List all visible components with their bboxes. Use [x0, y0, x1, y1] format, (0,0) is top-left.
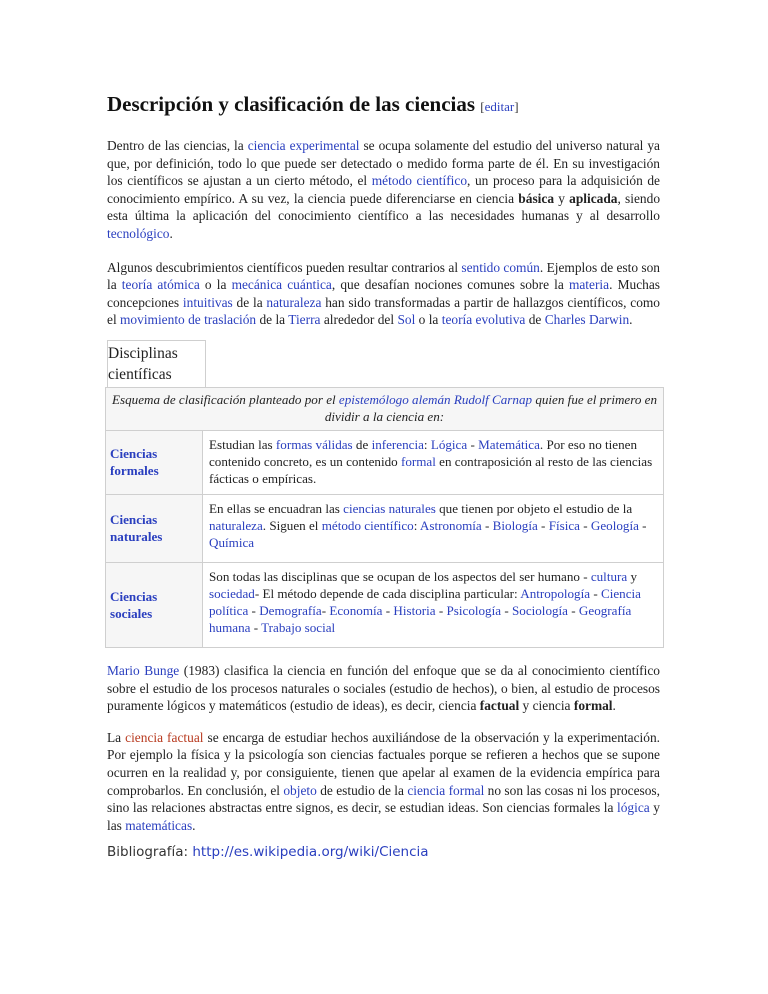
text: :: [423, 436, 431, 452]
text: .: [612, 698, 616, 714]
text: En ellas se encuadran las: [209, 500, 344, 516]
bold-factual: factual: [479, 698, 520, 714]
text: -: [250, 619, 262, 635]
text: .: [629, 312, 633, 328]
text: -: [568, 602, 579, 618]
link-economia[interactable]: Economía: [329, 602, 383, 618]
link-quimica[interactable]: Química: [209, 534, 255, 550]
link-naturaleza[interactable]: naturaleza: [209, 517, 263, 533]
text: se encarga de estudiar hechos auxiliándose de la observación y la experimentación. Por ejemplo la física y la psicología son ciencias factuales porque se refieren a hechos que se supone ocurren en la realidad y, por consiguiente, tienen que apelar al examen de la evidencia empírica para comprobarlos. En conclusión, el: [107, 729, 660, 798]
text: La: [107, 729, 126, 745]
text: que tienen por objeto el estudio de la: [435, 500, 633, 516]
link-ciencias-naturales[interactable]: ciencias naturales: [343, 500, 436, 516]
link-matematicas[interactable]: matemáticas: [125, 817, 193, 833]
text: :: [413, 517, 420, 533]
link-inferencia[interactable]: inferencia: [371, 436, 424, 452]
link-tecnologico[interactable]: tecnológico: [107, 225, 170, 241]
bold-aplicada: aplicada: [569, 190, 618, 206]
link-charles-darwin[interactable]: Charles Darwin: [544, 312, 630, 328]
link-ciencia-formal[interactable]: ciencia formal: [407, 782, 485, 798]
edit-link-text[interactable]: editar: [484, 99, 515, 114]
table-caption-row: [106, 387, 664, 430]
link-materia[interactable]: materia: [568, 277, 610, 293]
link-psicologia[interactable]: Psicología: [446, 602, 502, 618]
link-trabajo-social[interactable]: Trabajo social: [261, 619, 336, 635]
text: -: [481, 517, 493, 533]
text: . Ejemplos de esto son la: [107, 259, 661, 293]
link-metodo-cientifico[interactable]: método científico: [371, 173, 468, 189]
link-historia[interactable]: Historia: [393, 602, 436, 618]
label-ciencias-formales[interactable]: Ciencias formales: [110, 446, 159, 479]
table-caption: [106, 387, 664, 430]
row-label: [106, 494, 203, 562]
text: quien fue el primero en dividir a la ciencia en:: [324, 391, 658, 425]
article: [107, 90, 660, 860]
link-geologia[interactable]: Geología: [590, 517, 639, 533]
section-title: Descripción y clasificación de las ciencias: [107, 92, 476, 116]
bibliography-label: Bibliografía:: [107, 844, 193, 861]
link-sentido-comun[interactable]: sentido común: [461, 259, 540, 275]
text: y ciencia: [519, 698, 574, 714]
link-metodo-cientifico[interactable]: método científico: [321, 517, 414, 533]
link-fisica[interactable]: Física: [548, 517, 580, 533]
link-tierra[interactable]: Tierra: [288, 312, 321, 328]
text: en contraposición al resto de las ciencias fácticas o empíricas.: [209, 453, 653, 486]
link-movimiento-traslacion[interactable]: movimiento de traslación: [120, 312, 257, 328]
row-label: [106, 430, 203, 494]
text: o la: [199, 277, 232, 293]
text: Esquema de clasificación planteado por el: [112, 391, 339, 407]
link-logica[interactable]: Lógica: [430, 436, 468, 452]
text: -: [537, 517, 549, 533]
link-cultura[interactable]: cultura: [590, 568, 628, 584]
link-antropologia[interactable]: Antropología: [520, 585, 591, 601]
link-carnap[interactable]: epistemólogo alemán Rudolf Carnap: [338, 391, 533, 407]
link-ciencia-politica[interactable]: Ciencia política: [209, 585, 641, 618]
bold-formal: formal: [573, 698, 613, 714]
text: -: [435, 602, 447, 618]
text: alrededor del: [320, 312, 398, 328]
text: -: [501, 602, 512, 618]
row-label: [106, 562, 203, 647]
text: han sido transformadas a partir de hallazgos científicos, como el: [107, 294, 660, 328]
text: -: [248, 602, 260, 618]
text: , un proceso para la adquisición de conocimiento empírico. A su vez, la ciencia puede diferenciarse en ciencia: [107, 173, 661, 206]
link-mario-bunge[interactable]: Mario Bunge: [107, 662, 180, 678]
text: -: [638, 517, 647, 533]
text: Algunos descubrimientos científicos pueden resultar contrarios al: [107, 259, 462, 275]
table-title: Disciplinas científicas: [107, 340, 206, 387]
text: Son todas las disciplinas que se ocupan de los aspectos del ser humano -: [209, 568, 591, 584]
bibliography: [107, 844, 660, 860]
link-sociologia[interactable]: Sociología: [511, 602, 568, 618]
text: -: [590, 585, 601, 601]
text: -: [579, 517, 591, 533]
table-row: [106, 494, 664, 562]
text: .: [169, 225, 173, 241]
text: -: [321, 602, 330, 618]
text: -: [467, 436, 479, 452]
row-description: [203, 562, 664, 647]
text: no son las cosas ni los procesos, sino las relaciones abstractas entre signos, es decir, se estudian ideas. Son ciencias formales la: [107, 782, 660, 816]
link-sol[interactable]: Sol: [397, 312, 416, 328]
text: de la: [232, 294, 267, 310]
paragraph-3: [107, 662, 660, 715]
text: y: [554, 190, 570, 206]
link-teoria-evolutiva[interactable]: teoría evolutiva: [441, 312, 526, 328]
text: Dentro de las ciencias, la: [107, 138, 248, 153]
text: . Por eso no tienen contenido concreto, es un contenido: [209, 436, 638, 469]
table-row: [106, 562, 664, 647]
link-formal[interactable]: formal: [400, 453, 436, 469]
link-teoria-atomica[interactable]: teoría atómica: [121, 277, 200, 293]
link-demografia[interactable]: Demografía: [259, 602, 322, 618]
paragraph-2: [107, 259, 660, 329]
paragraph-4: [107, 729, 660, 835]
link-objeto[interactable]: objeto: [283, 782, 317, 798]
text: - El método depende de cada disciplina particular:: [254, 585, 521, 601]
text: (1983) clasifica la ciencia en función del enfoque que se da al conocimiento científico sobre el estudio de los procesos naturales o sociales (estudio de hechos), o bien, al estudio de procesos puramente lógicos y matemáticos (estudio de ideas), es decir, ciencia: [107, 662, 660, 714]
text: , que desafían nociones comunes sobre la: [331, 277, 569, 293]
text: de estudio de la: [316, 782, 408, 798]
link-mecanica-cuantica[interactable]: mecánica cuántica: [231, 277, 332, 293]
text: de: [352, 436, 372, 452]
text: y las: [107, 800, 661, 833]
link-naturaleza[interactable]: naturaleza: [266, 294, 322, 310]
link-logica[interactable]: lógica: [617, 800, 650, 816]
link-matematica[interactable]: Matemática: [478, 436, 540, 452]
link-formas-validas[interactable]: formas válidas: [275, 436, 353, 452]
link-geografia-humana[interactable]: Geografía humana: [209, 602, 632, 635]
table-row: [106, 430, 664, 494]
text: y: [627, 568, 638, 584]
text: de: [525, 312, 545, 328]
text: , siendo esta última la aplicación del conocimiento científico a las necesidades humanas y al desarrollo: [107, 190, 661, 224]
text: o la: [415, 312, 442, 328]
redlink-ciencia-factual[interactable]: ciencia factual: [125, 729, 204, 745]
section-heading: Descripción y clasificación de las ciencias [editar]: [107, 92, 519, 116]
text: Estudian las: [209, 436, 276, 452]
link-astronomia[interactable]: Astronomía: [419, 517, 482, 533]
bibliography-link[interactable]: http://es.wikipedia.org/wiki/Ciencia: [192, 844, 429, 861]
link-ciencia-experimental[interactable]: ciencia experimental: [247, 138, 360, 153]
bold-basica: básica: [518, 190, 555, 206]
text: .: [192, 817, 196, 833]
paragraph-1: [107, 137, 660, 243]
text: . Siguen el: [262, 517, 322, 533]
label-ciencias-naturales[interactable]: Ciencias naturales: [110, 512, 163, 545]
text: se ocupa solamente del estudio del universo natural ya que, por definición, todo lo que puede ser detectado o medido forma parte de él. En su investigación los científicos se ajustan a un cierto método, el: [107, 138, 660, 189]
link-sociedad[interactable]: sociedad: [209, 585, 255, 601]
text: . Muchas concepciones: [107, 277, 660, 310]
label-ciencias-sociales[interactable]: Ciencias sociales: [110, 588, 158, 621]
text: de la: [256, 312, 289, 328]
row-description: [203, 430, 664, 494]
text: -: [382, 602, 394, 618]
disciplines-table: [105, 387, 664, 648]
row-description: [203, 494, 664, 562]
link-biologia[interactable]: Biología: [492, 517, 538, 533]
link-intuitivas[interactable]: intuitivas: [182, 294, 233, 310]
